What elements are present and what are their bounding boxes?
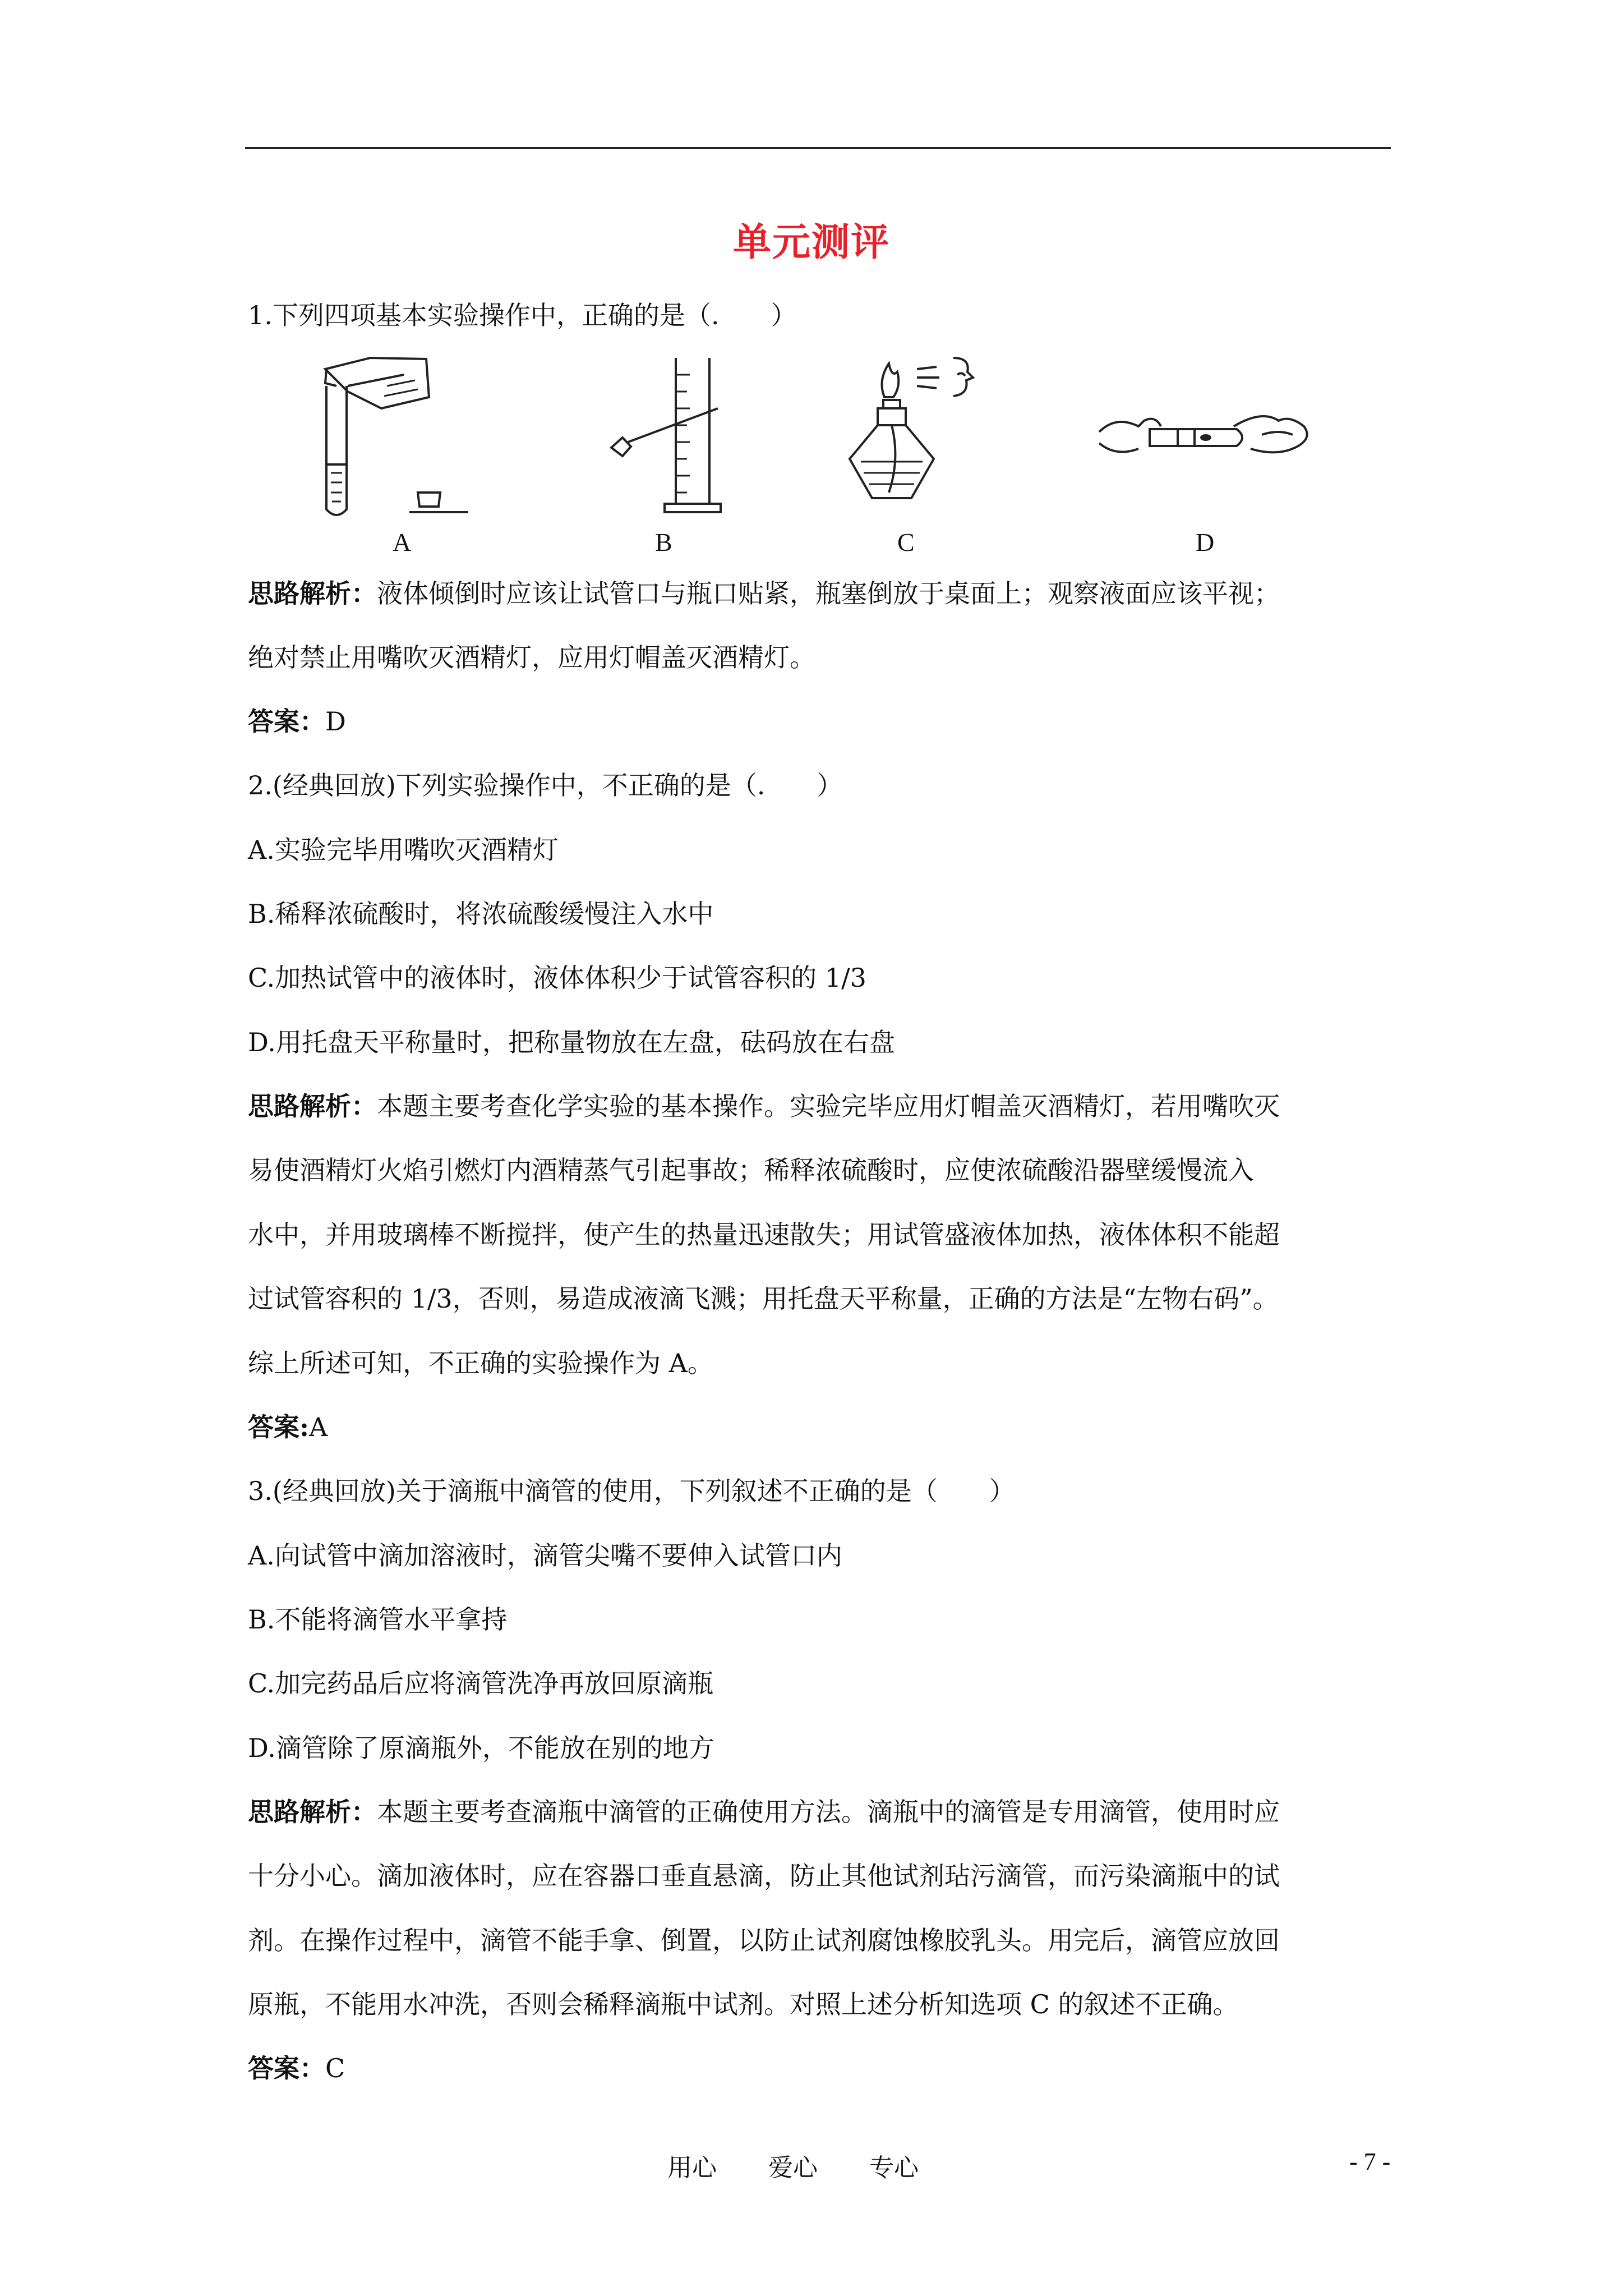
answer-label: 答案: bbox=[248, 1412, 309, 1442]
analysis-label: 思路解析： bbox=[248, 1091, 377, 1121]
q3-option-c: C.加完药品后应将滴管洗净再放回原滴瓶 bbox=[248, 1668, 714, 1699]
q3-stem: 3.(经典回放)关于滴瓶中滴管的使用，下列叙述不正确的是（ ） bbox=[248, 1476, 1015, 1506]
q3-option-d: D.滴管除了原滴瓶外，不能放在别的地方 bbox=[248, 1733, 714, 1763]
q2-analysis-line-4: 过试管容积的 1/3，否则，易造成液滴飞溅；用托盘天平称量，正确的方法是“左物右码”。 bbox=[248, 1283, 1279, 1314]
q2-option-c: C.加热试管中的液体时，液体体积少于试管容积的 1/3 bbox=[248, 963, 866, 993]
footer-word-3: 专心 bbox=[869, 2154, 919, 2182]
page-title: 单元测评 bbox=[732, 220, 890, 265]
figure-c-alcohol-lamp-icon bbox=[838, 347, 984, 521]
footer-word-1: 用心 bbox=[667, 2154, 717, 2182]
analysis-label: 思路解析： bbox=[248, 578, 377, 609]
q2-option-a: A.实验完毕用嘴吹灭酒精灯 bbox=[248, 835, 559, 865]
answer-label: 答案： bbox=[248, 706, 325, 737]
q1-analysis-line-1: 思路解析：液体倾倒时应该让试管口与瓶口贴紧，瓶塞倒放于桌面上；观察液面应该平视； bbox=[248, 578, 1280, 609]
analysis-label: 思路解析： bbox=[248, 1797, 377, 1827]
q3-analysis-line-4: 原瓶，不能用水冲洗，否则会稀释滴瓶中试剂。对照上述分析知选项 C 的叙述不正确。 bbox=[248, 1989, 1239, 2019]
q2-analysis-line-3: 水中，并用玻璃棒不断搅拌，使产生的热量迅速散失；用试管盛液体加热，液体体积不能超 bbox=[248, 1220, 1280, 1250]
q2-stem: 2.(经典回放)下列实验操作中，不正确的是（. ） bbox=[248, 770, 843, 800]
answer-label: 答案： bbox=[248, 2053, 325, 2083]
q2-analysis-line-2: 易使酒精灯火焰引燃灯内酒精蒸气引起事故；稀释浓硫酸时，应使浓硫酸沿器壁缓慢流入 bbox=[248, 1155, 1254, 1185]
figure-label-d: D bbox=[1196, 528, 1215, 556]
q2-answer: 答案:A bbox=[248, 1412, 328, 1442]
q3-analysis-line-1: 思路解析：本题主要考查滴瓶中滴管的正确使用方法。滴瓶中的滴管是专用滴管，使用时应 bbox=[248, 1797, 1280, 1827]
figure-label-c: C bbox=[897, 528, 915, 556]
q2-option-d: D.用托盘天平称量时，把称量物放在左盘，砝码放在右盘 bbox=[248, 1027, 895, 1057]
q1-stem: 1.下列四项基本实验操作中，正确的是（. ） bbox=[248, 300, 797, 330]
q2-analysis-line-5: 综上所述可知，不正确的实验操作为 A。 bbox=[248, 1348, 713, 1378]
figure-a-pouring-icon bbox=[314, 352, 482, 521]
figure-d-test-tube-icon bbox=[1094, 404, 1318, 471]
footer-word-2: 爱心 bbox=[768, 2154, 818, 2182]
q3-option-a: A.向试管中滴加溶液时，滴管尖嘴不要伸入试管口内 bbox=[248, 1540, 842, 1571]
page-number: - 7 - bbox=[1349, 2148, 1391, 2175]
figure-label-a: A bbox=[393, 528, 412, 556]
q1-analysis-line-2: 绝对禁止用嘴吹灭酒精灯，应用灯帽盖灭酒精灯。 bbox=[248, 642, 815, 673]
q3-analysis-line-2: 十分小心。滴加液体时，应在容器口垂直悬滴，防止其他试剂玷污滴管，而污染滴瓶中的试 bbox=[248, 1861, 1280, 1891]
figure-b-cylinder-icon bbox=[606, 352, 740, 521]
q3-option-b: B.不能将滴管水平拿持 bbox=[248, 1604, 508, 1635]
q3-analysis-line-3: 剂。在操作过程中，滴管不能手拿、倒置，以防止试剂腐蚀橡胶乳头。用完后，滴管应放回 bbox=[248, 1925, 1280, 1955]
header-rule bbox=[245, 147, 1391, 149]
q3-answer: 答案：C bbox=[248, 2053, 345, 2083]
q2-option-b: B.稀释浓硫酸时，将浓硫酸缓慢注入水中 bbox=[248, 899, 714, 929]
q1-answer: 答案：D bbox=[248, 706, 346, 737]
figure-label-b: B bbox=[655, 528, 672, 556]
q2-analysis-line-1: 思路解析：本题主要考查化学实验的基本操作。实验完毕应用灯帽盖灭酒精灯，若用嘴吹灭 bbox=[248, 1091, 1280, 1121]
